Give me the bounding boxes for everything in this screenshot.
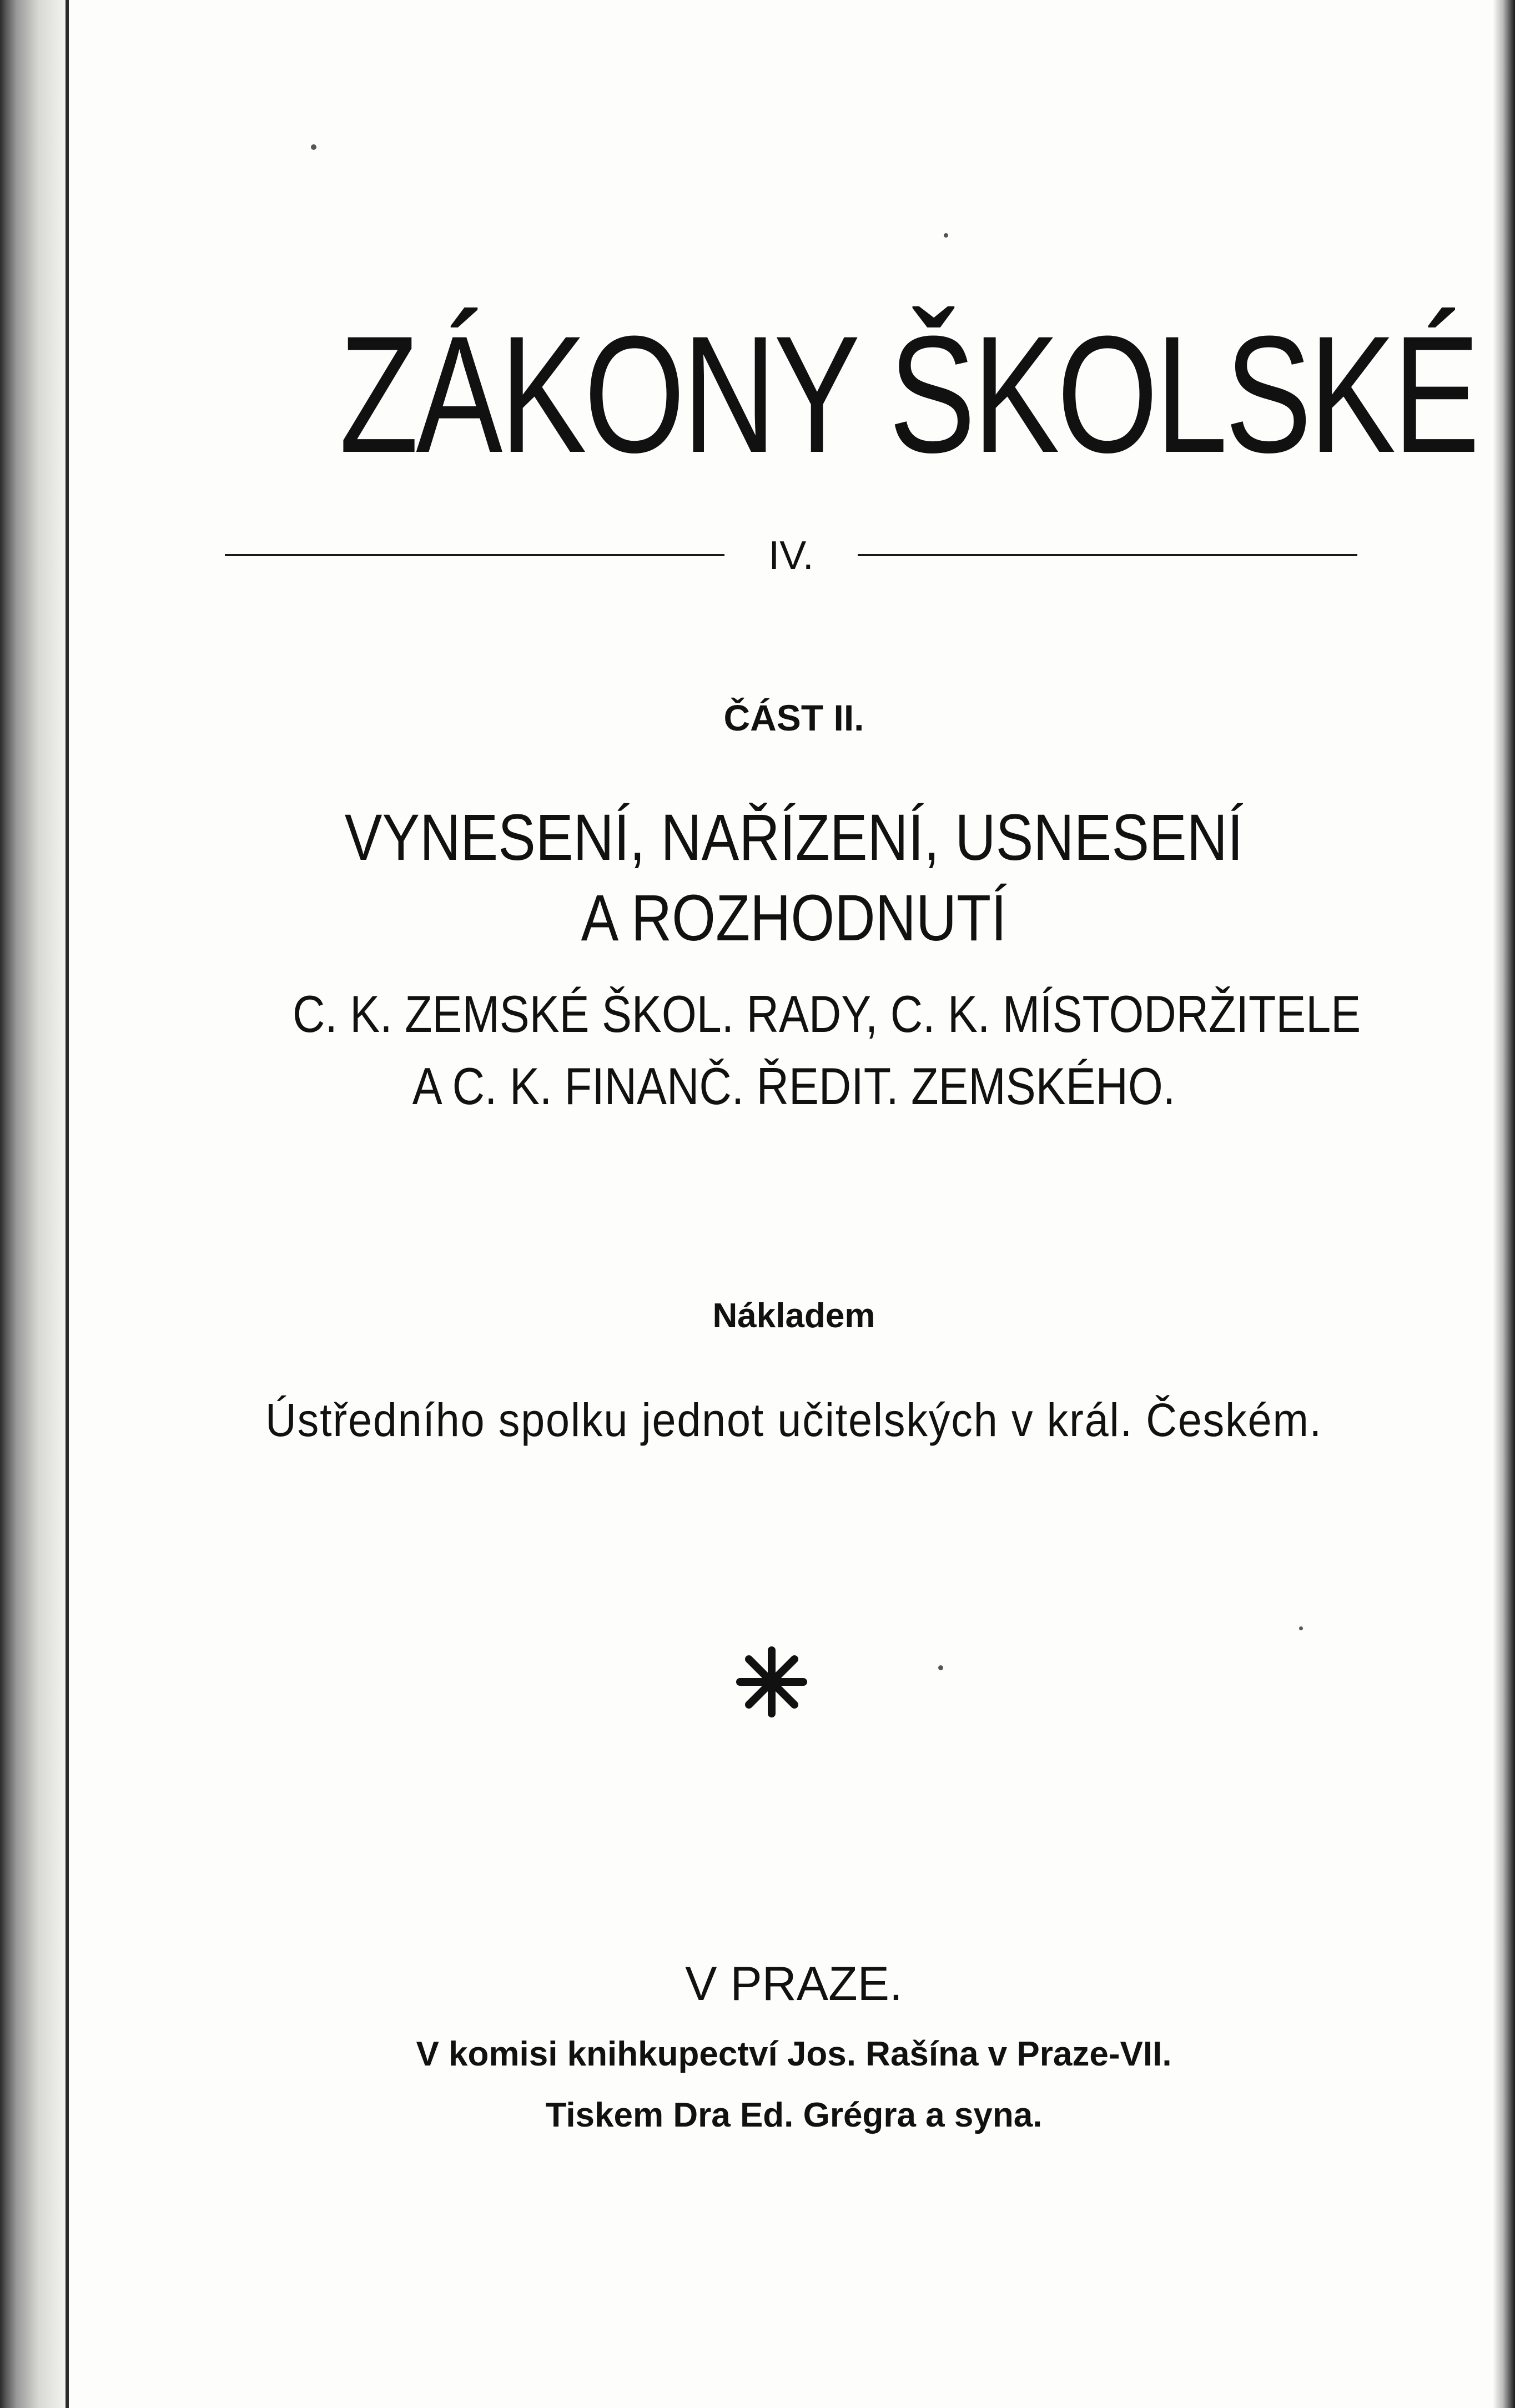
part-label: ČÁST II. bbox=[723, 697, 864, 738]
asterisk-ornament-icon bbox=[736, 1646, 808, 1718]
volume-number: IV. bbox=[768, 533, 814, 578]
scan-speck bbox=[311, 144, 316, 150]
publisher-name: Ústředního spolku jednot učitelských v král. Českém. bbox=[265, 1394, 1322, 1446]
imprint-printer: Tiskem Dra Ed. Grégra a syna. bbox=[545, 2096, 1043, 2134]
book-title: ZÁKONY ŠKOLSKÉ bbox=[339, 301, 1477, 487]
scan-speck bbox=[1299, 1626, 1303, 1630]
subtitle-line-2: A ROZHODNUTÍ bbox=[581, 881, 1007, 955]
imprint-commission: V komisi knihkupectví Jos. Rašína v Praze-VII. bbox=[416, 2035, 1172, 2073]
subtitle-line-1: VYNESENÍ, NAŘÍZENÍ, USNESENÍ bbox=[344, 801, 1244, 874]
imprint-city: V PRAZE. bbox=[685, 1957, 903, 2011]
volume-row bbox=[225, 533, 1357, 578]
scan-right-edge bbox=[1493, 0, 1515, 2408]
scan-binding-line bbox=[66, 0, 69, 2408]
authorities-line-2: A C. K. FINANČ. ŘEDIT. ZEMSKÉHO. bbox=[412, 1057, 1176, 1115]
scan-speck bbox=[944, 233, 948, 238]
scan-binding-edge bbox=[0, 0, 67, 2408]
rule-right bbox=[858, 554, 1357, 556]
authorities-line-1: C. K. ZEMSKÉ ŠKOL. RADY, C. K. MÍSTODRŽITELE bbox=[293, 985, 1361, 1043]
publisher-label: Nákladem bbox=[712, 1297, 875, 1335]
scan-speck bbox=[938, 1665, 943, 1670]
